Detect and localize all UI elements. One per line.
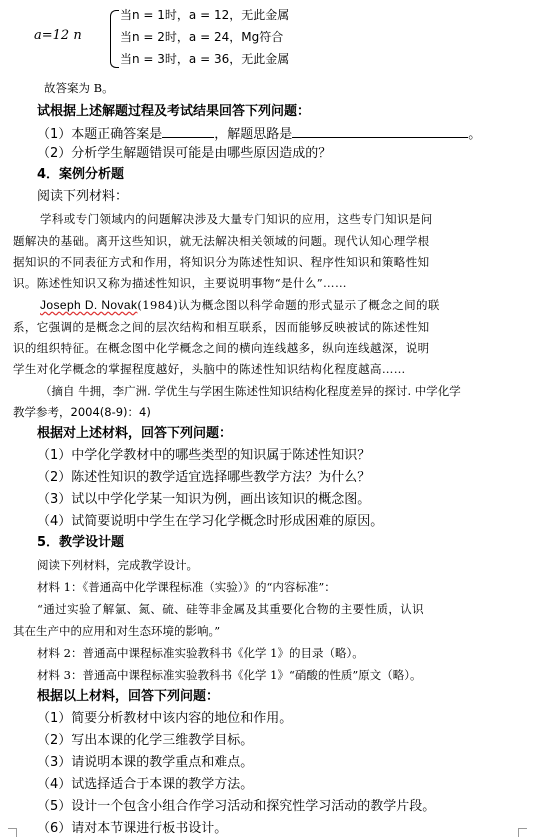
q4-question-2: （2）陈述性知识的教学适宜选择哪些教学方法？为什么？ <box>37 470 371 485</box>
q4-para1-line-3: 据知识的不同表征方式和作用，将知识分为陈述性知识、程序性知识和策略性知 <box>13 255 430 269</box>
q3-heading: 试根据上述解题过程及考试结果回答下列问题： <box>37 104 311 119</box>
q5-question-3: （3）请说明本课的教学重点和难点。 <box>37 755 254 770</box>
q4-citation-line-1: （摘自 牛拥，李广洲. 学优生与学困生陈述性知识结构化程度差异的探讨. 中学化学 <box>40 384 461 398</box>
q4-heading: 4．案例分析题 <box>37 167 125 182</box>
q4-para1-line-1: 学科或专门领域内的问题解决涉及大量专门知识的应用，这些专门知识是问 <box>40 212 433 226</box>
q5-material-2: 材料 2：普通高中课程标准实验教科书《化学 1》的目录（略）。 <box>37 646 364 660</box>
author-name: Joseph D. Novak <box>40 298 138 312</box>
answer-blank <box>162 124 214 138</box>
page-corner-mark-right <box>518 828 527 837</box>
q3-item-1 <box>37 124 481 143</box>
q4-para2-line-1-text: (1984)认为概念图以科学命题的形式显示了概念之间的联 <box>137 298 440 312</box>
q4-question-3: （3）试以中学化学某一知识为例，画出该知识的概念图。 <box>37 492 371 507</box>
q4-question-4: （4）试简要说明中学生在学习化学概念时形成困难的原因。 <box>37 514 384 529</box>
q5-question-1: （1）简要分析教材中该内容的地位和作用。 <box>37 711 293 726</box>
q4-para2-line-4: 学生对化学概念的掌握程度越好，头脑中的陈述性知识结构化程度越高…… <box>13 362 406 376</box>
q5-material-3: 材料 3：普通高中课程标准实验教科书《化学 1》“硝酸的性质”原文（略）。 <box>37 668 422 682</box>
q5-question-4: （4）试选择适合于本课的教学方法。 <box>37 777 254 792</box>
q5-intro: 阅读下列材料，完成教学设计。 <box>37 558 198 572</box>
q5-question-2: （2）写出本课的化学三维教学目标。 <box>37 733 254 748</box>
q5-quote-line-1: “通过实验了解氯、氮、硫、硅等非金属及其重要化合物的主要性质，认识 <box>37 602 425 616</box>
q5-question-5: （5）设计一个包含小组合作学习活动和探究性学习活动的教学片段。 <box>37 799 436 814</box>
q5-sub-heading: 根据以上材料，回答下列问题： <box>37 689 220 704</box>
formula-block <box>34 4 294 68</box>
q5-quote-line-2: 其在生产中的应用和对生态环境的影响。” <box>13 624 221 638</box>
page-corner-mark-left <box>8 828 17 837</box>
answer-line: 故答案为 B。 <box>44 81 114 95</box>
q3-item-1-pre: （1）本题正确答案是 <box>37 127 163 142</box>
q4-para1-line-4: 识。陈述性知识又称为描述性知识，主要说明事物“是什么”…… <box>13 276 347 290</box>
q4-para2-line-1 <box>40 297 440 313</box>
formula-case-2: 当n = 2时，a = 24，Mg符合 <box>120 30 284 44</box>
q4-para1-line-2: 题解决的基础。离开这些知识，就无法解决相关领域的问题。现代认知心理学根 <box>13 234 430 248</box>
q3-item-2: （2）分析学生解题错误可能是由哪些原因造成的？ <box>37 146 332 161</box>
reasoning-blank <box>292 124 468 138</box>
q4-sub-heading: 根据对上述材料，回答下列问题： <box>37 426 233 441</box>
q4-question-1: （1）中学化学教材中的哪些类型的知识属于陈述性知识？ <box>37 448 371 463</box>
q4-para2-line-2: 系，它强调的是概念之间的层次结构和相互联系，因而能够反映被试的陈述性知 <box>13 320 430 334</box>
q3-item-1-mid: ，解题思路是 <box>214 127 293 142</box>
brace-shape <box>110 10 119 68</box>
formula-case-3: 当n = 3时，a = 36，无此金属 <box>120 52 290 66</box>
q4-para2-line-3: 识的组织特征。在概念图中化学概念之间的横向连线越多，纵向连线越深，说明 <box>13 341 430 355</box>
q5-material-1: 材料 1：《普通高中化学课程标准（实验）》的“内容标准”： <box>37 580 336 594</box>
q4-intro: 阅读下列材料： <box>37 189 129 204</box>
q3-item-1-post: 。 <box>468 127 482 142</box>
q5-heading: 5．教学设计题 <box>37 535 125 550</box>
formula-case-1: 当n = 1时，a = 12，无此金属 <box>120 8 290 22</box>
q5-question-6: （6）请对本节课进行板书设计。 <box>37 821 228 836</box>
q4-citation-line-2: 教学参考，2004(8-9)：4) <box>13 405 151 419</box>
formula-lhs: a=12 n <box>34 28 82 43</box>
